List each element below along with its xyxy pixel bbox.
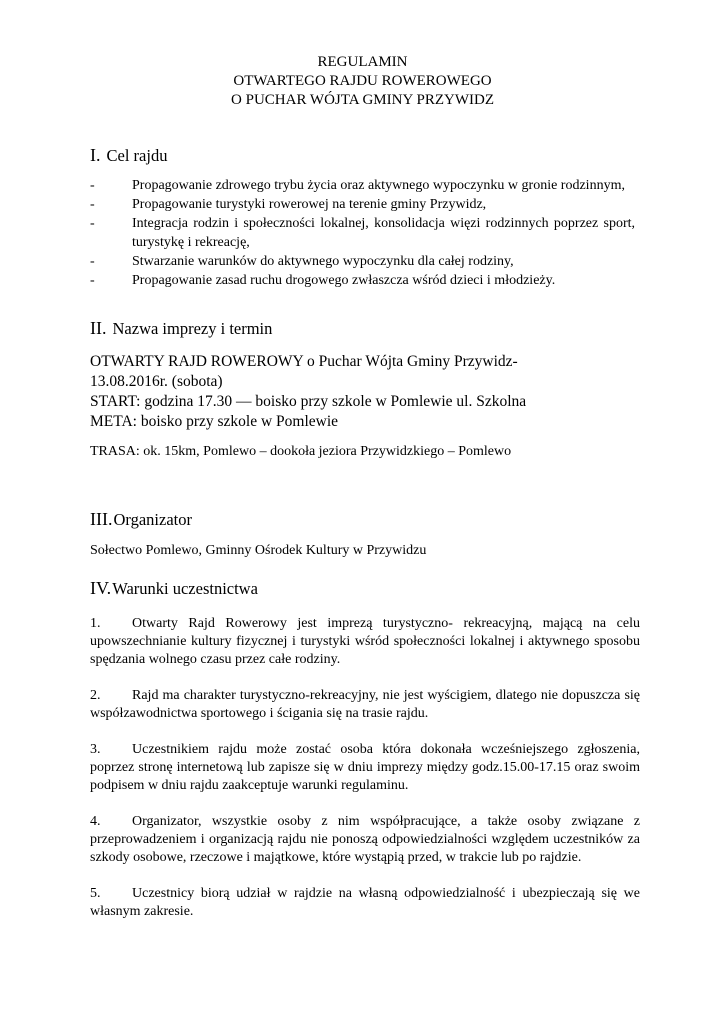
condition-number: 5. <box>90 886 101 901</box>
list-dash: - <box>90 254 95 269</box>
list-item <box>90 195 635 214</box>
goal-text-5: Propagowanie zasad ruchu drogowego zwłaszcza wśród dzieci i młodzieży. <box>132 273 556 288</box>
section-label: Nazwa imprezy i termin <box>112 319 273 338</box>
condition-number: 1. <box>90 616 101 631</box>
list-dash: - <box>90 197 95 212</box>
condition-number: 2. <box>90 688 101 703</box>
title-line-2: OTWARTEGO RAJDU ROWEROWEGO <box>233 73 492 89</box>
organizer-text: Sołectwo Pomlewo, Gminny Ośrodek Kultury w Przywidzu <box>90 543 427 558</box>
condition-number: 4. <box>90 814 101 829</box>
section-heading-1 <box>90 145 167 166</box>
list-item <box>90 176 635 195</box>
list-item <box>90 252 635 271</box>
goal-text-4: Stwarzanie warunków do aktywnego wypoczynku dla całej rodziny, <box>132 254 514 269</box>
section-number: II. <box>90 318 107 338</box>
list-item <box>90 741 640 795</box>
event-route: TRASA: ok. 15km, Pomlewo – dookoła jeziora Przywidzkiego – Pomlewo <box>90 444 512 459</box>
condition-text: Organizator, wszystkie osoby z nim współpracujące, a także osoby związane z przeprowadzeniem i organizacją rajdu nie ponoszą odpowiedzialności względem uczestników za szkody osobowe, rzeczowe i majątkowe, które wystąpią przed, w trakcie lub po rajdzie. <box>90 814 640 865</box>
title-line-3: O PUCHAR WÓJTA GMINY PRZYWIDZ <box>231 92 494 108</box>
list-dash: - <box>90 216 95 231</box>
section-heading-3 <box>90 509 192 530</box>
event-meta: META: boisko przy szkole w Pomlewie <box>90 413 339 430</box>
event-name: OTWARTY RAJD ROWEROWY o Puchar Wójta Gminy Przywidz- <box>90 353 518 370</box>
event-details <box>90 352 526 432</box>
section-heading-4 <box>90 578 258 599</box>
conditions-list <box>90 615 640 939</box>
list-dash: - <box>90 273 95 288</box>
document-title <box>0 53 725 110</box>
list-item <box>90 271 635 290</box>
section-number: III. <box>90 509 113 529</box>
goal-text-2: Propagowanie turystyki rowerowej na terenie gminy Przywidz, <box>132 197 487 212</box>
list-item-text <box>132 176 635 195</box>
list-item <box>90 813 640 867</box>
condition-text: Rajd ma charakter turystyczno-rekreacyjny, nie jest wyścigiem, dlatego nie dopuszcza się współzawodnictwa sportowego i ścigania się na trasie rajdu. <box>90 688 640 721</box>
list-item <box>90 687 640 723</box>
goal-text-3: Integracja rodzin i społeczności lokalnej, konsolidacja więzi rodzinnych poprzez sport, turystykę i rekreację, <box>132 216 635 250</box>
list-dash: - <box>90 178 95 193</box>
title-line-1: REGULAMIN <box>317 54 408 70</box>
list-item <box>90 615 640 669</box>
condition-number: 3. <box>90 742 101 757</box>
section-label: Cel rajdu <box>106 146 168 165</box>
section-heading-2 <box>90 318 272 339</box>
event-start: START: godzina 17.30 — boisko przy szkole w Pomlewie ul. Szkolna <box>90 393 527 410</box>
list-item <box>90 885 640 921</box>
section-label: Organizator <box>113 510 192 529</box>
section-number: I. <box>90 145 101 165</box>
section-label: Warunki uczestnictwa <box>112 579 258 598</box>
condition-text: Uczestnicy biorą udział w rajdzie na własną odpowiedzialność i ubezpieczają się we własnym zakresie. <box>90 886 640 919</box>
event-date: 13.08.2016r. (sobota) <box>90 373 223 390</box>
condition-text: Uczestnikiem rajdu może zostać osoba która dokonała wcześniejszego zgłoszenia, poprzez stronę internetową lub zapisze się w dniu imprezy między godz.15.00-17.15 oraz swoim podpisem w dniu rajdu zaakceptuje warunki regulaminu. <box>90 742 640 793</box>
condition-text: Otwarty Rajd Rowerowy jest imprezą turystyczno- rekreacyjną, mającą na celu upowszechnianie kultury fizycznej i turystyki wśród społeczności lokalnej i aktywnego sposobu spędzania wolnego czasu przez całe rodziny. <box>90 616 640 667</box>
goals-list <box>90 176 635 290</box>
list-item <box>90 214 635 252</box>
goal-text-1: Propagowanie zdrowego trybu życia oraz aktywnego wypoczynku w gronie rodzinnym, <box>132 178 625 193</box>
section-number: IV. <box>90 578 112 598</box>
